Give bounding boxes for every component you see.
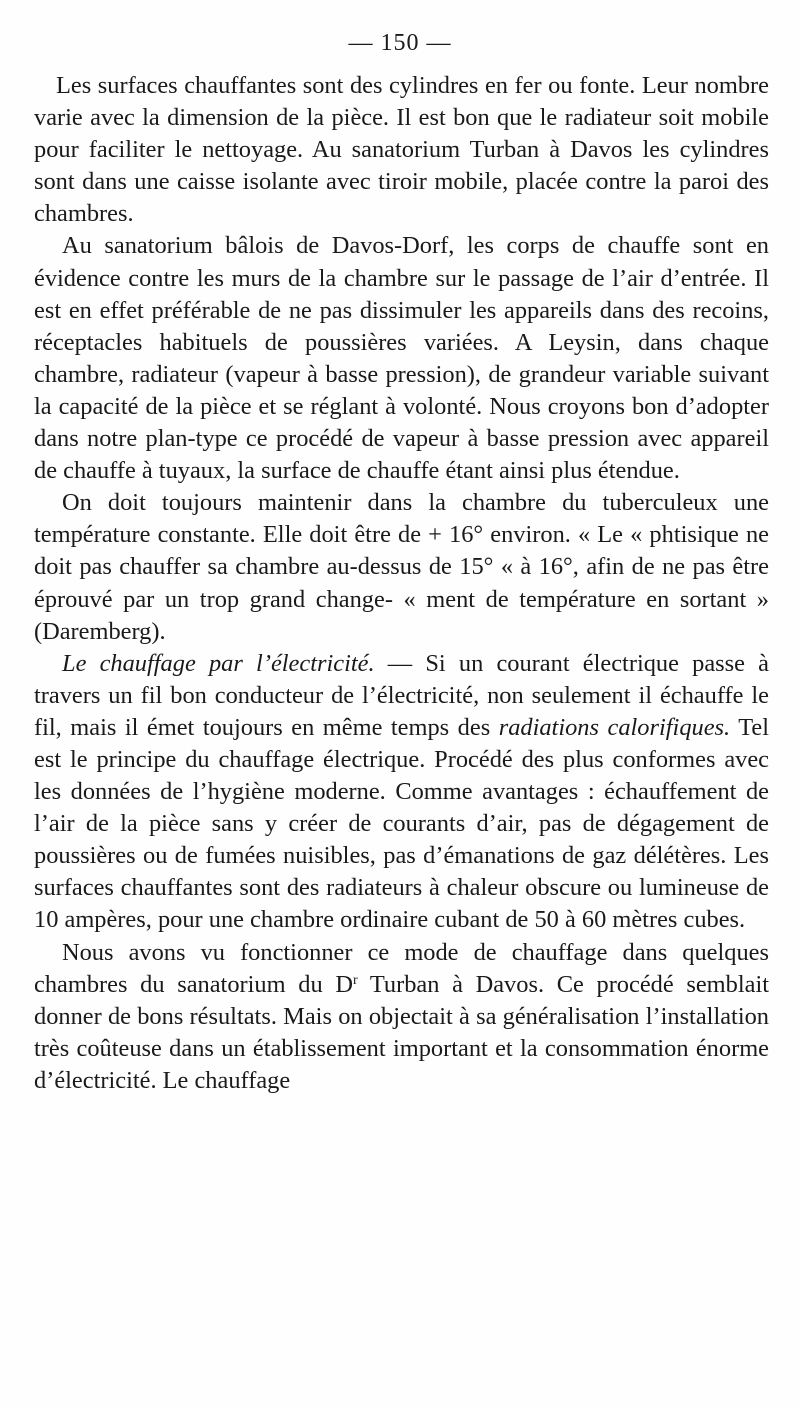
paragraph-2: Au sanatorium bâlois de Davos-Dorf, les corps de chauffe sont en évidence contre les murs de la chambre sur le passage de l’air d’entrée. Il est en effet préférable de ne pas dissimuler les appareils dans des recoins, réceptacles habituels de poussières variées. A Leysin, dans chaque chambre, radiateur (vapeur à basse pression), de grandeur variable suivant la capacité de la pièce et se réglant à volonté. Nous croyons bon d’adopter dans notre plan-type ce procédé de vapeur à basse pression avec appareil de chauffe à tuyaux, la surface de chauffe étant ainsi plus étendue.: [34, 232, 769, 485]
paragraph-5-text-a: Nous avons vu fonctionner ce mode de chauffage dans quelques chambres du sanatorium du D: [34, 938, 769, 998]
paragraph-4-text-b: Tel est le principe du chauffage électrique. Procédé des plus conformes avec les données de l’hygiène moderne. Comme avantages : échauffement de l’air de la pièce sans y créer de courants d’air, pas de dégagement de poussières ou de fumées nuisibles, pas d’émanations de gaz délétères. Les surfaces chauffantes sont des radiateurs à chaleur obscure ou lumineuse de 10 ampères, pour une chambre ordinaire cubant de 50 à 60 mètres cubes.: [34, 713, 769, 934]
body-text: [34, 70, 769, 1097]
paragraph-4: [34, 648, 769, 937]
paragraph-5: [34, 937, 769, 1097]
paragraph-3: On doit toujours maintenir dans la chambre du tuberculeux une température constante. Elle doit être de + 16° environ. « Le « phtisique ne doit pas chauffer sa chambre au-dessus de 15° « à 16°, afin de ne pas être éprouvé par un trop grand change- « ment de température en sortant » (Daremberg).: [34, 489, 769, 645]
page-number: — 150 —: [348, 30, 452, 56]
paragraph-1: Les surfaces chauffantes sont des cylindres en fer ou fonte. Leur nombre varie avec la dimension de la pièce. Il est bon que le radiateur soit mobile pour faciliter le nettoyage. Au sanatorium Turban à Davos les cylindres sont dans une caisse isolante avec tiroir mobile, placée contre la paroi des chambres.: [34, 72, 769, 228]
paragraph-4-text-a: — Si un courant électrique passe à travers un fil bon conducteur de l’électricité, non seulement il échauffe le fil, mais il émet toujours en même temps des: [34, 649, 769, 741]
superscript-r: r: [352, 972, 358, 988]
section-heading: Le chauffage par l’électricité.: [62, 649, 375, 677]
emphasis-radiations: radiations calorifiques.: [498, 713, 731, 741]
paragraph-5-text-b: Turban à Davos. Ce procédé semblait donner de bons résultats. Mais on objectait à sa généralisation l’installation très coûteuse dans un établissement important et la consommation énorme d’électricité. Le chauffage: [34, 970, 769, 1094]
